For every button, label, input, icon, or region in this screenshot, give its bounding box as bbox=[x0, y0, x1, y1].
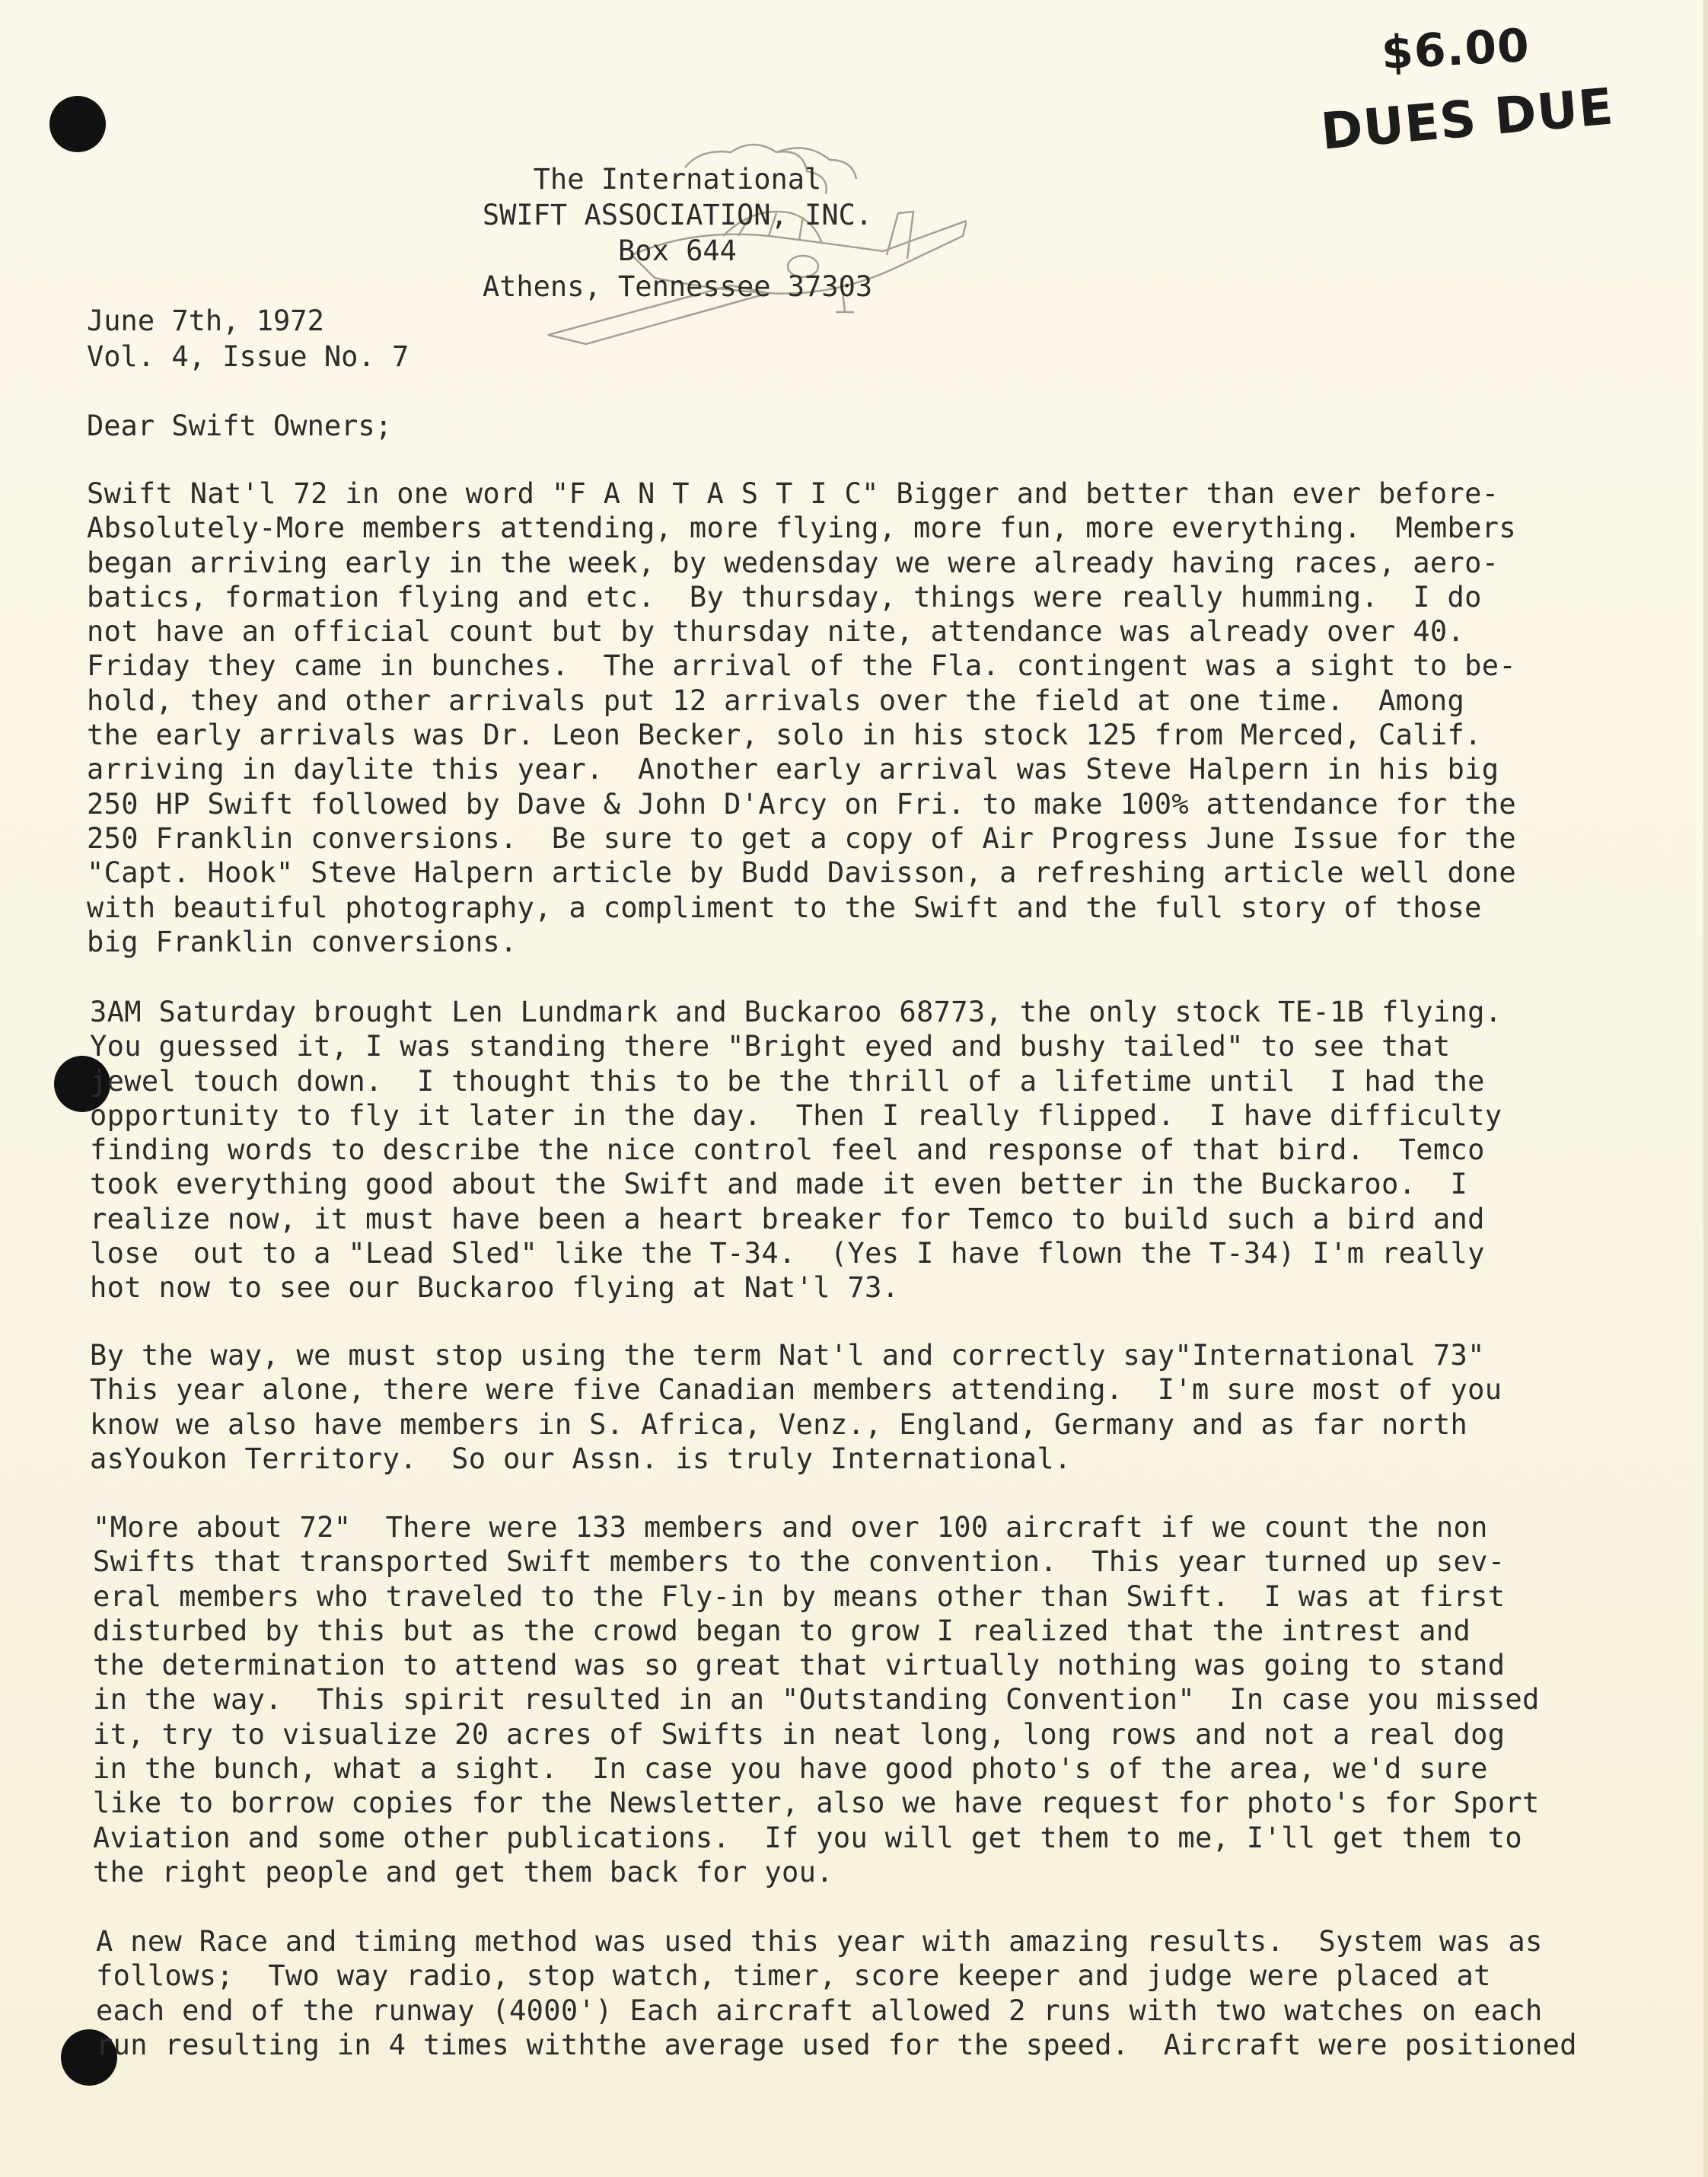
letterhead-line-2: SWIFT ASSOCIATION, INC. bbox=[482, 199, 873, 231]
text-line: finding words to describe the nice control feel and response of that bird. Temco bbox=[90, 1133, 1485, 1167]
text-line: jewel touch down. I thought this to be the thrill of a lifetime until I had the bbox=[90, 1064, 1485, 1098]
text-line: not have an official count but by thursday nite, attendance was already over 40. bbox=[87, 615, 1465, 649]
text-line: the right people and get them back for you. bbox=[93, 1855, 833, 1889]
text-line: Aviation and some other publications. If you will get them to me, I'll get them to bbox=[93, 1821, 1522, 1854]
text-line: opportunity to fly it later in the day. Then I really flipped. I have difficulty bbox=[90, 1098, 1502, 1132]
text-line: with beautiful photography, a compliment to the Swift and the full story of those bbox=[87, 891, 1482, 924]
issue-volume: Vol. 4, Issue No. 7 bbox=[87, 340, 409, 373]
salutation: Dear Swift Owners; bbox=[87, 410, 392, 442]
text-line: the determination to attend was so great that virtually nothing was going to stand bbox=[93, 1649, 1506, 1682]
text-line: arriving in daylite this year. Another early arrival was Steve Halpern in his big bbox=[87, 753, 1499, 786]
text-line: it, try to visualize 20 acres of Swifts in neat long, long rows and not a real dog bbox=[93, 1717, 1506, 1751]
text-line: batics, formation flying and etc. By thursday, things were really humming. I do bbox=[87, 580, 1482, 614]
text-line: lose out to a "Lead Sled" like the T-34. (Yes I have flown the T-34) I'm really bbox=[90, 1237, 1485, 1270]
text-line: 250 Franklin conversions. Be sure to get a copy of Air Progress June Issue for the bbox=[87, 821, 1516, 855]
text-line: like to borrow copies for the Newsletter, also we have request for photo's for Sport bbox=[93, 1787, 1540, 1820]
letterhead-line-3: Box 644 bbox=[618, 234, 737, 267]
text-line: asYoukon Territory. So our Assn. is truly International. bbox=[90, 1442, 1072, 1475]
text-line: know we also have members in S. Africa, Venz., England, Germany and as far north bbox=[90, 1407, 1468, 1441]
text-line: A new Race and timing method was used this year with amazing results. System was as bbox=[96, 1925, 1543, 1958]
text-line: run resulting in 4 times withthe average used for the speed. Aircraft were positioned bbox=[96, 2028, 1577, 2061]
text-line: Swift Nat'l 72 in one word "F A N T A S T I C" Bigger and better than ever before- bbox=[87, 477, 1499, 510]
text-line: 250 HP Swift followed by Dave & John D'Arcy on Fri. to make 100% attendance for the bbox=[87, 787, 1516, 821]
text-line: disturbed by this but as the crowd began to grow I realized that the intrest and bbox=[93, 1614, 1471, 1647]
paragraph-race-timing bbox=[96, 1924, 1577, 2062]
issue-date: June 7th, 1972 bbox=[87, 304, 324, 337]
text-line: By the way, we must stop using the term Nat'l and correctly say"International 73" bbox=[90, 1339, 1485, 1372]
punch-hole-top bbox=[49, 96, 106, 152]
text-line: Swifts that transported Swift members to the convention. This year turned up sev- bbox=[93, 1545, 1506, 1579]
text-line: each end of the runway (4000') Each aircraft allowed 2 runs with two watches on each bbox=[96, 1994, 1543, 2027]
paragraph-nationals-overview bbox=[87, 477, 1516, 959]
text-line: the early arrivals was Dr. Leon Becker, solo in his stock 125 from Merced, Calif. bbox=[87, 719, 1482, 752]
dues-price-stamp: $6.00 bbox=[1380, 18, 1531, 81]
paragraph-international bbox=[90, 1338, 1502, 1476]
text-line: "Capt. Hook" Steve Halpern article by Budd Davisson, a refreshing article well done bbox=[87, 856, 1516, 890]
text-line: You guessed it, I was standing there "Bright eyed and bushy tailed" to see that bbox=[90, 1030, 1451, 1063]
text-line: began arriving early in the week, by wedensday we were already having races, aero- bbox=[87, 546, 1499, 579]
letterhead-line-4: Athens, Tennessee 37303 bbox=[482, 270, 873, 303]
dues-due-stamp: DUES DUE bbox=[1318, 77, 1617, 161]
text-line: hot now to see our Buckaroo flying at Nat'l 73. bbox=[90, 1271, 900, 1305]
paragraph-buckaroo bbox=[90, 995, 1502, 1305]
letterhead bbox=[426, 161, 929, 304]
issue-info bbox=[87, 303, 409, 375]
text-line: This year alone, there were five Canadian members attending. I'm sure most of you bbox=[90, 1373, 1502, 1407]
text-line: took everything good about the Swift and made it even better in the Buckaroo. I bbox=[90, 1168, 1468, 1201]
text-line: 3AM Saturday brought Len Lundmark and Buckaroo 68773, the only stock TE-1B flying. bbox=[90, 996, 1502, 1028]
text-line: eral members who traveled to the Fly-in by means other than Swift. I was at first bbox=[93, 1579, 1506, 1613]
text-line: in the way. This spirit resulted in an "Outstanding Convention" In case you missed bbox=[93, 1683, 1540, 1716]
text-line: Absolutely-More members attending, more flying, more fun, more everything. Members bbox=[87, 512, 1516, 545]
text-line: realize now, it must have been a heart breaker for Temco to build such a bird and bbox=[90, 1202, 1485, 1235]
text-line: "More about 72" There were 133 members and over 100 aircraft if we count the non bbox=[93, 1511, 1488, 1544]
text-line: big Franklin conversions. bbox=[87, 925, 518, 958]
text-line: in the bunch, what a sight. In case you have good photo's of the area, we'd sure bbox=[93, 1752, 1488, 1786]
paragraph-more-about-72 bbox=[93, 1510, 1540, 1889]
text-line: follows; Two way radio, stop watch, timer, score keeper and judge were placed at bbox=[96, 1959, 1491, 1993]
letterhead-line-1: The International bbox=[533, 163, 822, 196]
text-line: Friday they came in bunches. The arrival of the Fla. contingent was a sight to be- bbox=[87, 649, 1516, 683]
text-line: hold, they and other arrivals put 12 arrivals over the field at one time. Among bbox=[87, 684, 1465, 717]
